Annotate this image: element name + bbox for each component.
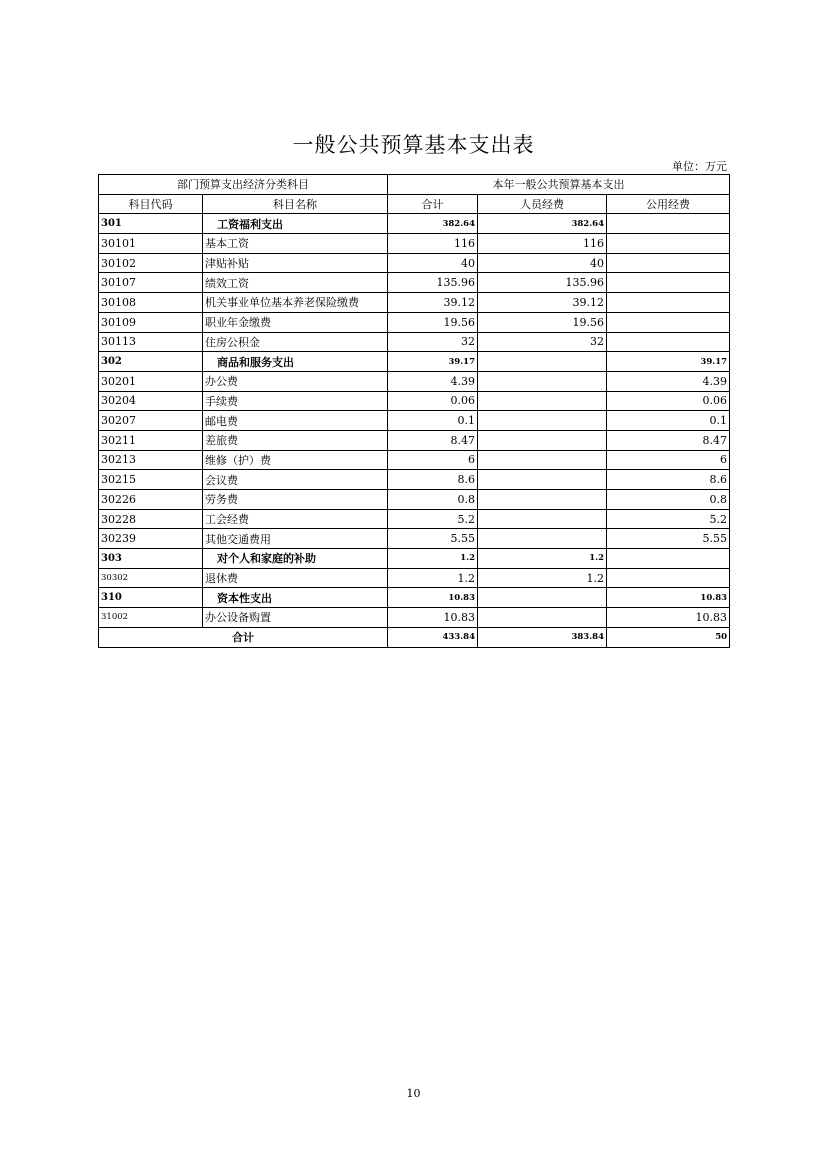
cell-code: 30108 [99,293,203,313]
cell-personnel [478,490,607,510]
cell-personnel: 1.2 [478,549,607,569]
cell-public: 0.06 [607,391,730,411]
header-group-right: 本年一般公共预算基本支出 [388,175,730,195]
cell-code: 30201 [99,371,203,391]
cell-total: 6 [388,450,478,470]
table-row [99,234,730,254]
budget-table [98,174,730,648]
total-row [99,627,730,647]
cell-personnel [478,391,607,411]
cell-code: 303 [99,549,203,569]
cell-public [607,253,730,273]
cell-code: 30109 [99,312,203,332]
cell-name: 绩效工资 [203,273,388,293]
table-row [99,273,730,293]
page-title: 一般公共预算基本支出表 [292,133,535,157]
cell-name: 手续费 [203,391,388,411]
cell-public: 8.47 [607,430,730,450]
cell-public: 4.39 [607,371,730,391]
cell-code: 30226 [99,490,203,510]
cell-public: 0.1 [607,411,730,431]
table-row [99,371,730,391]
table-row [99,411,730,431]
total-personnel: 383.84 [478,627,607,647]
cell-public [607,568,730,588]
table-row [99,391,730,411]
cell-name: 商品和服务支出 [203,352,388,372]
cell-code: 30204 [99,391,203,411]
cell-name: 住房公积金 [203,332,388,352]
cell-code: 30302 [99,568,203,588]
cell-code: 30215 [99,470,203,490]
cell-name: 邮电费 [203,411,388,431]
table-row [99,293,730,313]
cell-personnel: 39.12 [478,293,607,313]
cell-code: 30101 [99,234,203,254]
cell-personnel: 1.2 [478,568,607,588]
category-row [99,352,730,372]
cell-personnel [478,588,607,608]
cell-code: 302 [99,352,203,372]
cell-code: 30213 [99,450,203,470]
category-row [99,588,730,608]
cell-public: 10.83 [607,588,730,608]
table-row [99,509,730,529]
header-group-row [99,175,730,195]
cell-total: 8.6 [388,470,478,490]
cell-name: 其他交通费用 [203,529,388,549]
cell-name: 劳务费 [203,490,388,510]
cell-code: 30211 [99,430,203,450]
cell-name: 退休费 [203,568,388,588]
cell-public [607,312,730,332]
cell-name: 职业年金缴费 [203,312,388,332]
cell-personnel: 135.96 [478,273,607,293]
cell-public [607,549,730,569]
cell-personnel [478,450,607,470]
cell-total: 8.47 [388,430,478,450]
cell-total: 116 [388,234,478,254]
header-name: 科目名称 [203,194,388,214]
header-column-row [99,194,730,214]
cell-total: 0.06 [388,391,478,411]
cell-total: 0.1 [388,411,478,431]
cell-personnel: 40 [478,253,607,273]
cell-total: 10.83 [388,608,478,628]
cell-total: 5.55 [388,529,478,549]
cell-personnel [478,430,607,450]
cell-name: 工资福利支出 [203,214,388,234]
cell-public: 8.6 [607,470,730,490]
table-row [99,312,730,332]
cell-personnel [478,371,607,391]
cell-public: 0.8 [607,490,730,510]
cell-name: 维修（护）费 [203,450,388,470]
cell-personnel [478,608,607,628]
unit-label: 单位：万元 [672,160,727,173]
cell-personnel [478,529,607,549]
cell-code: 30107 [99,273,203,293]
cell-code: 310 [99,588,203,608]
cell-total: 382.64 [388,214,478,234]
table-row [99,332,730,352]
total-public: 50 [607,627,730,647]
cell-total: 0.8 [388,490,478,510]
cell-name: 会议费 [203,470,388,490]
cell-public [607,293,730,313]
cell-public [607,214,730,234]
category-row [99,549,730,569]
cell-personnel [478,509,607,529]
cell-public [607,273,730,293]
cell-personnel [478,411,607,431]
cell-code: 30102 [99,253,203,273]
cell-code: 30228 [99,509,203,529]
cell-name: 工会经费 [203,509,388,529]
cell-code: 31002 [99,608,203,628]
cell-total: 1.2 [388,549,478,569]
header-group-left: 部门预算支出经济分类科目 [99,175,388,195]
cell-code: 301 [99,214,203,234]
cell-personnel: 19.56 [478,312,607,332]
cell-total: 39.12 [388,293,478,313]
cell-total: 135.96 [388,273,478,293]
cell-name: 差旅费 [203,430,388,450]
cell-total: 40 [388,253,478,273]
cell-name: 办公设备购置 [203,608,388,628]
table-row [99,608,730,628]
table-row [99,490,730,510]
cell-total: 32 [388,332,478,352]
total-total: 433.84 [388,627,478,647]
cell-total: 1.2 [388,568,478,588]
category-row [99,214,730,234]
cell-code: 30207 [99,411,203,431]
header-personnel: 人员经费 [478,194,607,214]
table-row [99,253,730,273]
table-row [99,529,730,549]
table-row [99,568,730,588]
cell-name: 机关事业单位基本养老保险缴费 [203,293,388,313]
cell-total: 5.2 [388,509,478,529]
table-row [99,430,730,450]
page-number: 10 [406,1087,421,1100]
total-label: 合计 [99,627,388,647]
table-row [99,450,730,470]
cell-code: 30113 [99,332,203,352]
cell-personnel [478,352,607,372]
cell-total: 4.39 [388,371,478,391]
cell-personnel: 382.64 [478,214,607,234]
cell-public: 5.55 [607,529,730,549]
cell-public: 5.2 [607,509,730,529]
cell-public: 6 [607,450,730,470]
cell-total: 10.83 [388,588,478,608]
cell-personnel [478,470,607,490]
cell-total: 19.56 [388,312,478,332]
cell-code: 30239 [99,529,203,549]
cell-personnel: 116 [478,234,607,254]
cell-personnel: 32 [478,332,607,352]
cell-name: 资本性支出 [203,588,388,608]
cell-name: 对个人和家庭的补助 [203,549,388,569]
cell-public: 10.83 [607,608,730,628]
header-code: 科目代码 [99,194,203,214]
cell-total: 39.17 [388,352,478,372]
header-public: 公用经费 [607,194,730,214]
header-total: 合计 [388,194,478,214]
cell-public [607,234,730,254]
cell-public [607,332,730,352]
cell-name: 办公费 [203,371,388,391]
table-row [99,470,730,490]
cell-name: 津贴补贴 [203,253,388,273]
cell-public: 39.17 [607,352,730,372]
cell-name: 基本工资 [203,234,388,254]
